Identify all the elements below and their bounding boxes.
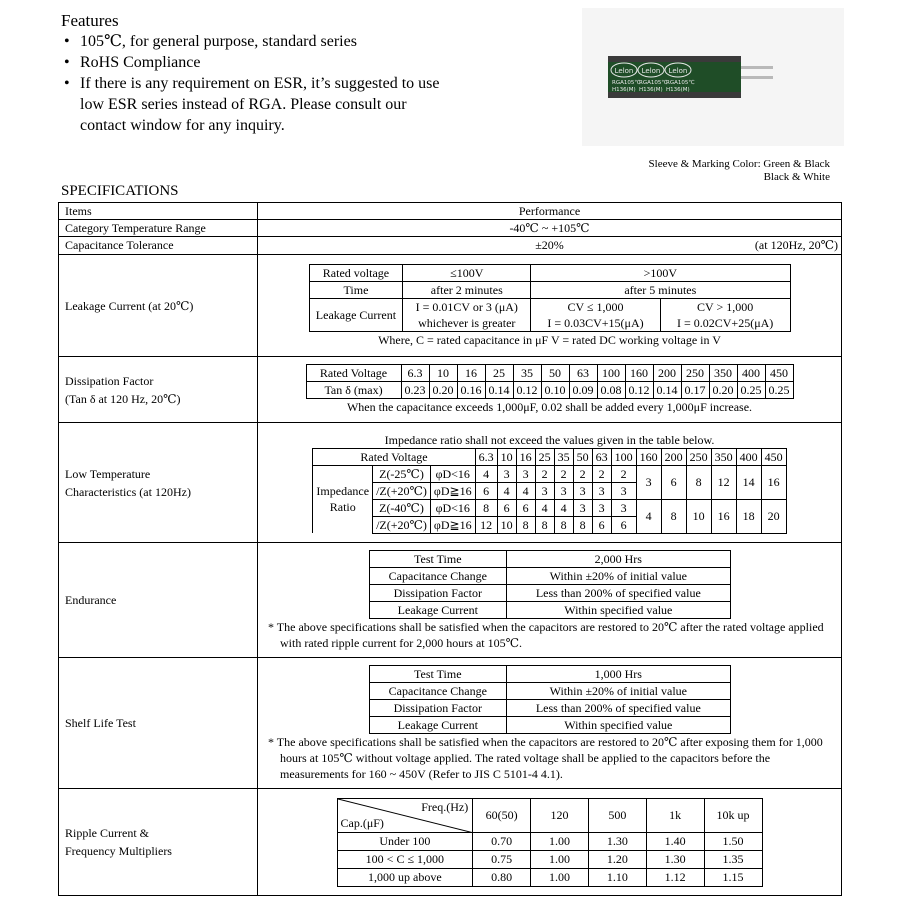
ratio-cell: 6 xyxy=(611,516,636,533)
dissipation-cell xyxy=(258,357,842,423)
ratio-cell: 10 xyxy=(686,499,711,533)
marking-text: RGA105℃ xyxy=(639,80,668,86)
spec-header-row xyxy=(59,203,842,220)
tan-cell: 0.16 xyxy=(457,382,485,399)
multiplier-cell: 0.75 xyxy=(473,850,531,868)
multiplier-cell: 1.20 xyxy=(588,850,646,868)
voltage-high: >100V xyxy=(531,264,790,281)
ratio-cell: 8 xyxy=(573,516,592,533)
voltage-cell: 6.3 xyxy=(401,365,429,382)
freq-header: Freq.(Hz) xyxy=(421,799,469,814)
voltage-cell: 350 xyxy=(709,365,737,382)
ratio-cell: 14 xyxy=(736,465,761,499)
endurance-table xyxy=(369,550,731,619)
voltage-cell: 50 xyxy=(573,448,592,465)
voltage-low: ≤100V xyxy=(403,264,531,281)
marking-text: H136(M) xyxy=(639,87,663,93)
ratio-cell: 8 xyxy=(535,516,554,533)
shelf-value: 1,000 Hrs xyxy=(507,665,730,682)
shelf-key: Dissipation Factor xyxy=(369,699,507,716)
tan-cell: 0.20 xyxy=(429,382,457,399)
formula-line: I = 0.02CV+25(μA) xyxy=(677,315,774,330)
dissipation-table xyxy=(306,364,794,399)
diameter-label: φD<16 xyxy=(430,465,475,482)
feature-item xyxy=(64,52,484,73)
tan-cell: 0.09 xyxy=(569,382,597,399)
multiplier-cell: 1.00 xyxy=(531,832,589,850)
ratio-cell: 6 xyxy=(516,499,535,516)
ratio-cell: 3 xyxy=(573,482,592,499)
tan-cell: 0.14 xyxy=(485,382,513,399)
cap-tolerance-value: ±20% xyxy=(535,238,564,252)
low-temp-label-line: Low Temperature xyxy=(65,466,151,481)
voltage-cell: 16 xyxy=(457,365,485,382)
sleeve-color-note xyxy=(620,158,830,184)
multiplier-cell: 1.15 xyxy=(704,868,762,886)
ripple-cell xyxy=(258,789,842,896)
ratio-cell: 4 xyxy=(636,499,661,533)
ratio-cell: 6 xyxy=(497,499,516,516)
sleeve-line: Black & White xyxy=(763,171,830,183)
low-temp-cell xyxy=(258,423,842,543)
shelf-key: Test Time xyxy=(369,665,507,682)
voltage-cell: 25 xyxy=(535,448,554,465)
ripple-row xyxy=(59,789,842,896)
multiplier-cell: 0.70 xyxy=(473,832,531,850)
marking-text: H136(M) xyxy=(666,87,690,93)
shelf-life-row xyxy=(59,658,842,789)
ratio-cell: 8 xyxy=(475,499,497,516)
feature-text: contact window for any inquiry. xyxy=(80,117,285,134)
voltage-cell: 200 xyxy=(661,448,686,465)
features-list xyxy=(64,31,484,136)
feature-item xyxy=(64,73,484,136)
voltage-cell: 160 xyxy=(625,365,653,382)
time-high: after 5 minutes xyxy=(531,281,790,298)
items-header: Items xyxy=(59,203,258,220)
multiplier-cell: 1.50 xyxy=(704,832,762,850)
endurance-cell xyxy=(258,543,842,658)
ratio-cell: 3 xyxy=(592,499,611,516)
temp-label: /Z(+20℃) xyxy=(373,482,431,499)
ratio-cell: 8 xyxy=(686,465,711,499)
ratio-cell: 3 xyxy=(497,465,516,482)
shelf-life-table xyxy=(369,665,731,734)
endurance-value: Less than 200% of specified value xyxy=(507,584,730,601)
ripple-label-line: Ripple Current & xyxy=(65,826,149,840)
leakage-cell xyxy=(258,255,842,357)
endurance-key: Capacitance Change xyxy=(369,567,507,584)
shelf-life-cell xyxy=(258,658,842,789)
diameter-label: φD≧16 xyxy=(430,516,475,533)
temp-label: Z(-40℃) xyxy=(373,499,431,516)
endurance-key: Dissipation Factor xyxy=(369,584,507,601)
ratio-cell: 8 xyxy=(661,499,686,533)
voltage-cell: 450 xyxy=(761,448,786,465)
product-image xyxy=(582,8,844,146)
impedance-ratio-label xyxy=(313,465,373,533)
endurance-key: Test Time xyxy=(369,550,507,567)
shelf-note: measurements for 160 ~ 450V (Refer to JIS C 5101-4 4.1). xyxy=(280,766,563,781)
time-label: Time xyxy=(309,281,403,298)
ratio-cell: 2 xyxy=(592,465,611,482)
ratio-cell: 3 xyxy=(516,465,535,482)
cap-tolerance-cell xyxy=(258,237,842,255)
brand-logo: Lelon xyxy=(668,67,688,75)
multiplier-cell: 1.12 xyxy=(646,868,704,886)
voltage-cell: 100 xyxy=(597,365,625,382)
leakage-row xyxy=(59,255,842,357)
feature-text: 105℃, for general purpose, standard series xyxy=(80,33,357,50)
ratio-cell: 3 xyxy=(554,482,573,499)
shelf-key: Leakage Current xyxy=(369,716,507,733)
bullet: • xyxy=(64,75,70,92)
ratio-cell: 6 xyxy=(592,516,611,533)
ratio-cell: 12 xyxy=(475,516,497,533)
voltage-cell: 200 xyxy=(653,365,681,382)
multiplier-cell: 1.40 xyxy=(646,832,704,850)
category-temp-value: -40℃ ~ +105℃ xyxy=(258,220,842,237)
features-title: Features xyxy=(61,11,119,30)
category-temp-label: Category Temperature Range xyxy=(59,220,258,237)
leakage-label: Leakage Current (at 20℃) xyxy=(59,255,258,357)
voltage-cell: 63 xyxy=(592,448,611,465)
diameter-label: φD≧16 xyxy=(430,482,475,499)
dissipation-row xyxy=(59,357,842,423)
ratio-cell: 16 xyxy=(761,465,786,499)
marking-text: RGA105℃ xyxy=(612,80,641,86)
voltage-cell: 350 xyxy=(711,448,736,465)
freq-cell: 60(50) xyxy=(473,798,531,832)
voltage-cell: 450 xyxy=(765,365,793,382)
voltage-cell: 10 xyxy=(429,365,457,382)
leakage-current-label: Leakage Current xyxy=(309,298,403,331)
formula-line: I = 0.03CV+15(μA) xyxy=(547,315,644,330)
voltage-cell: 10 xyxy=(497,448,516,465)
category-temp-row xyxy=(59,220,842,237)
endurance-label: Endurance xyxy=(59,543,258,658)
endurance-note: with rated ripple current for 2,000 hours at 105℃. xyxy=(280,635,523,650)
voltage-cell: 250 xyxy=(686,448,711,465)
freq-cell: 10k up xyxy=(704,798,762,832)
voltage-cell: 400 xyxy=(737,365,765,382)
ratio-cell: 3 xyxy=(636,465,661,499)
ratio-cell: 2 xyxy=(554,465,573,482)
leakage-formula-high-2 xyxy=(660,298,790,331)
voltage-cell: 50 xyxy=(541,365,569,382)
tan-cell: 0.25 xyxy=(737,382,765,399)
leakage-table xyxy=(309,264,791,332)
endurance-note: * The above specifications shall be satisfied when the capacitors are restored to 20℃ after the rated voltage applied xyxy=(268,619,824,634)
tan-cell: 0.10 xyxy=(541,382,569,399)
endurance-value: Within ±20% of initial value xyxy=(507,567,730,584)
cap-tolerance-row xyxy=(59,237,842,255)
shelf-value: Within ±20% of initial value xyxy=(507,682,730,699)
temp-label: /Z(+20℃) xyxy=(373,516,431,533)
rated-voltage-label: Rated voltage xyxy=(309,264,403,281)
shelf-value: Within specified value xyxy=(507,716,730,733)
ratio-cell: 4 xyxy=(535,499,554,516)
leakage-formula-low xyxy=(403,298,531,331)
shelf-note: hours at 105℃ without voltage applied. The rated voltage shall be applied to the capacitors before the xyxy=(280,750,771,765)
low-temp-row xyxy=(59,423,842,543)
formula-line: whichever is greater xyxy=(418,315,516,330)
ratio-cell: 3 xyxy=(611,499,636,516)
dissipation-note: When the capacitance exceeds 1,000μF, 0.02 shall be added every 1,000μF increase. xyxy=(346,400,753,414)
feature-text: If there is any requirement on ESR, it’s suggested to use xyxy=(80,75,440,92)
ratio-cell: 8 xyxy=(516,516,535,533)
ratio-cell: 6 xyxy=(661,465,686,499)
multiplier-cell: 1.35 xyxy=(704,850,762,868)
shelf-note: * The above specifications shall be satisfied when the capacitors are restored to 20℃ after exposing them for 1,000 xyxy=(268,734,823,749)
tan-cell: 0.12 xyxy=(625,382,653,399)
ratio-cell: 20 xyxy=(761,499,786,533)
ratio-cell: 3 xyxy=(535,482,554,499)
feature-text: RoHS Compliance xyxy=(80,54,201,71)
ratio-cell: 6 xyxy=(475,482,497,499)
voltage-cell: 63 xyxy=(569,365,597,382)
feature-text: low ESR series instead of RGA. Please consult our xyxy=(80,96,407,113)
temp-label: Z(-25℃) xyxy=(373,465,431,482)
voltage-cell: 250 xyxy=(681,365,709,382)
tan-cell: 0.08 xyxy=(597,382,625,399)
formula-line: CV > 1,000 xyxy=(697,299,754,314)
ratio-cell: 16 xyxy=(711,499,736,533)
dissipation-label-line: (Tan δ at 120 Hz, 20℃) xyxy=(65,391,181,406)
shelf-life-label: Shelf Life Test xyxy=(59,658,258,789)
ratio-cell: 4 xyxy=(516,482,535,499)
leakage-note: Where, C = rated capacitance in μF V = rated DC working voltage in V xyxy=(378,332,721,347)
leakage-formula-high-1 xyxy=(531,298,661,331)
endurance-row xyxy=(59,543,842,658)
formula-line: I = 0.01CV or 3 (μA) xyxy=(415,299,518,314)
voltage-cell: 100 xyxy=(611,448,636,465)
shelf-key: Capacitance Change xyxy=(369,682,507,699)
ratio-cell: 8 xyxy=(554,516,573,533)
multiplier-cell: 1.00 xyxy=(531,868,589,886)
multiplier-cell: 0.80 xyxy=(473,868,531,886)
ratio-cell: 2 xyxy=(535,465,554,482)
tan-delta-label: Tan δ (max) xyxy=(306,382,401,399)
ratio-cell: 4 xyxy=(497,482,516,499)
tan-cell: 0.17 xyxy=(681,382,709,399)
specifications-table xyxy=(58,202,842,896)
ripple-table xyxy=(337,798,763,887)
ratio-cell: 10 xyxy=(497,516,516,533)
multiplier-cell: 1.30 xyxy=(588,832,646,850)
ratio-cell: 3 xyxy=(592,482,611,499)
cap-tolerance-note: (at 120Hz, 20℃) xyxy=(754,238,838,252)
low-temp-note: Impedance ratio shall not exceed the values given in the table below. xyxy=(384,432,715,447)
formula-line: CV ≤ 1,000 xyxy=(567,299,624,314)
voltage-cell: 35 xyxy=(513,365,541,382)
ratio-cell: 2 xyxy=(573,465,592,482)
low-temp-label xyxy=(59,423,258,543)
tan-cell: 0.14 xyxy=(653,382,681,399)
freq-cell: 1k xyxy=(646,798,704,832)
voltage-cell: 35 xyxy=(554,448,573,465)
ratio-cell: 12 xyxy=(711,465,736,499)
cap-range: 100 < C ≤ 1,000 xyxy=(337,850,473,868)
tan-cell: 0.12 xyxy=(513,382,541,399)
ratio-cell: 3 xyxy=(573,499,592,516)
dissipation-label xyxy=(59,357,258,423)
cap-range: 1,000 up above xyxy=(337,868,473,886)
cap-tolerance-label: Capacitance Tolerance xyxy=(59,237,258,255)
endurance-key: Leakage Current xyxy=(369,601,507,618)
shelf-value: Less than 200% of specified value xyxy=(507,699,730,716)
voltage-cell: 6.3 xyxy=(475,448,497,465)
feature-item xyxy=(64,31,484,52)
impedance-label: Impedance xyxy=(316,484,370,499)
brand-logo: Lelon xyxy=(641,67,661,75)
tan-cell: 0.25 xyxy=(765,382,793,399)
ratio-label: Ratio xyxy=(329,500,356,515)
cap-header: Cap.(μF) xyxy=(340,815,384,830)
tan-cell: 0.20 xyxy=(709,382,737,399)
capacitor-illustration xyxy=(582,8,844,146)
brand-logo: Lelon xyxy=(614,67,634,75)
freq-cap-header xyxy=(337,798,473,832)
dissipation-label-line: Dissipation Factor xyxy=(65,373,154,388)
time-low: after 2 minutes xyxy=(403,281,531,298)
low-temp-table xyxy=(312,448,786,534)
voltage-cell: 16 xyxy=(516,448,535,465)
bullet: • xyxy=(64,54,70,71)
voltage-cell: 160 xyxy=(636,448,661,465)
performance-header: Performance xyxy=(258,203,842,220)
cap-range: Under 100 xyxy=(337,832,473,850)
tan-cell: 0.23 xyxy=(401,382,429,399)
freq-cell: 120 xyxy=(531,798,589,832)
rated-voltage-label: Rated Voltage xyxy=(313,448,475,465)
ratio-cell: 18 xyxy=(736,499,761,533)
specifications-title: SPECIFICATIONS xyxy=(61,183,179,199)
ratio-cell: 4 xyxy=(475,465,497,482)
voltage-cell: 25 xyxy=(485,365,513,382)
multiplier-cell: 1.00 xyxy=(531,850,589,868)
voltage-cell: 400 xyxy=(736,448,761,465)
ripple-label xyxy=(59,789,258,896)
sleeve-line: Sleeve & Marking Color: Green & Black xyxy=(648,158,830,170)
rated-voltage-label: Rated Voltage xyxy=(306,365,401,382)
diameter-label: φD<16 xyxy=(430,499,475,516)
ripple-label-line: Frequency Multipliers xyxy=(65,844,172,858)
bullet: • xyxy=(64,33,70,50)
endurance-value: 2,000 Hrs xyxy=(507,550,730,567)
ratio-cell: 4 xyxy=(554,499,573,516)
multiplier-cell: 1.30 xyxy=(646,850,704,868)
ratio-cell: 3 xyxy=(611,482,636,499)
ratio-cell: 2 xyxy=(611,465,636,482)
freq-cell: 500 xyxy=(588,798,646,832)
marking-text: H136(M) xyxy=(612,87,636,93)
marking-text: RGA105℃ xyxy=(666,80,695,86)
low-temp-label-line: Characteristics (at 120Hz) xyxy=(65,484,191,499)
endurance-value: Within specified value xyxy=(507,601,730,618)
multiplier-cell: 1.10 xyxy=(588,868,646,886)
